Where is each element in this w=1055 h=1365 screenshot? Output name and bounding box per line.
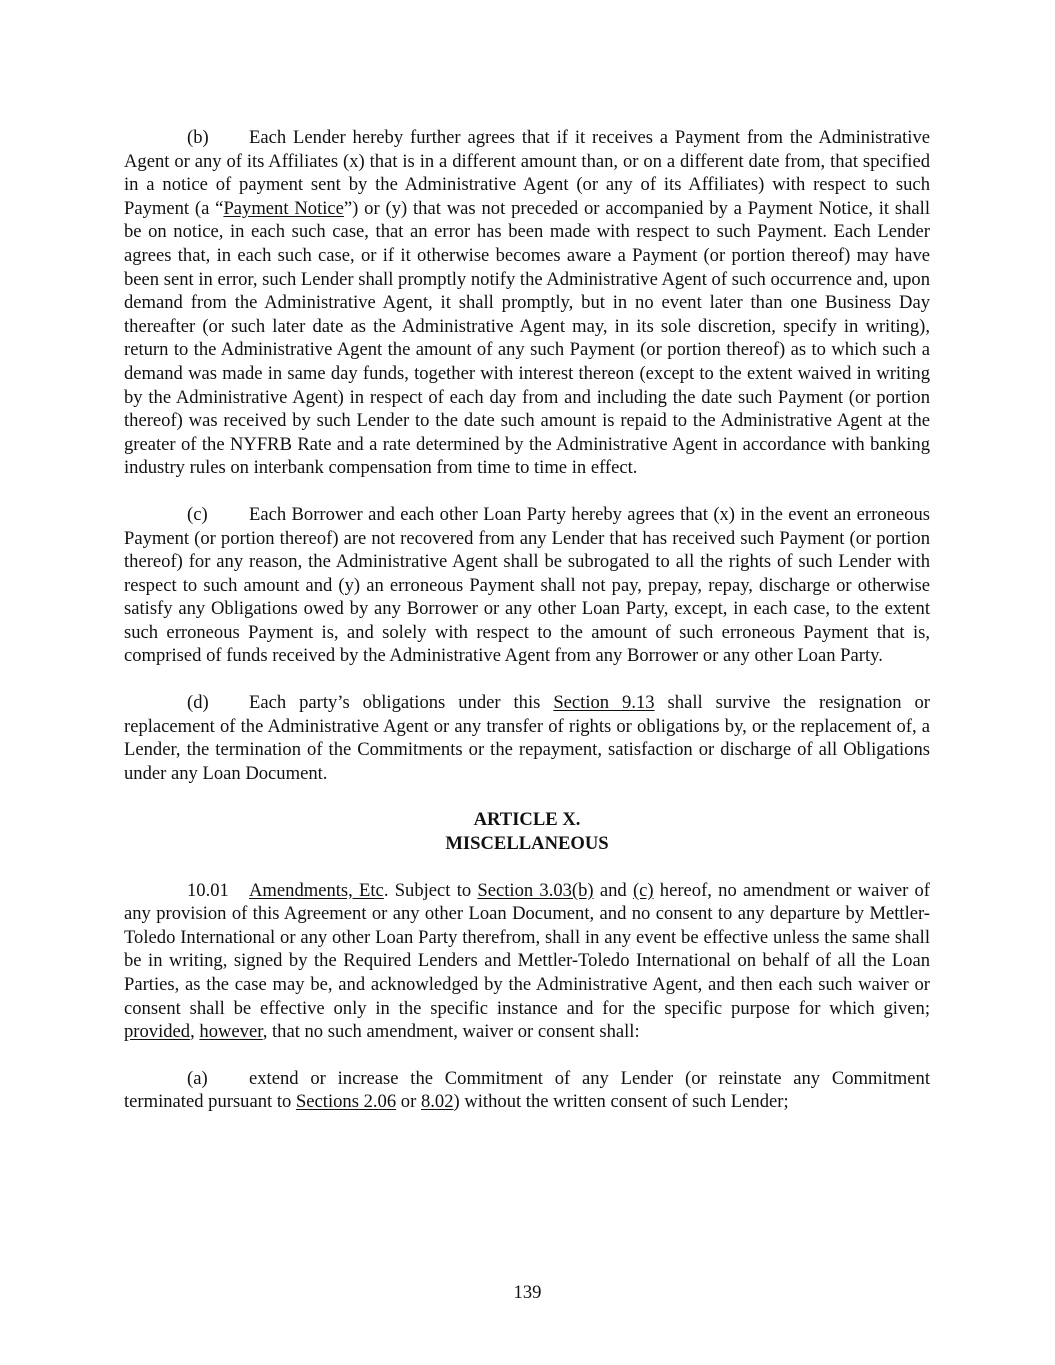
paragraph-d (124, 691, 930, 785)
article-title: MISCELLANEOUS (445, 833, 609, 855)
section-8-02-reference: 8.02 (420, 1091, 454, 1113)
paragraph-a-text-2: or (396, 1091, 421, 1113)
paragraph-a (124, 1067, 930, 1114)
section-3-03b-reference: Section 3.03(b) (477, 879, 594, 901)
paragraph-d-text-1: Each party’s obligations under this (249, 692, 554, 714)
page-number: 139 (513, 1282, 542, 1303)
clause-c-reference: (c) (632, 879, 654, 901)
paragraph-c-text: Each Borrower and each other Loan Party hereby agrees that (x) in the event an erroneous Payment (or portion thereof) are not recovered from any Lender that has received such Payment (or portion thereof) for any reason, the Administrative Agent shall be subrogated to all the rights of such Lender with respect to such amount and (y) an erroneous Payment shall not pay, prepay, repay, discharge or otherwise satisfy any Obligations owed by any Borrower or any other Loan Party, except, in each case, to the extent such erroneous Payment is, and solely with respect to the amount of such erroneous Payment that is, comprised of funds received by the Administrative Agent from any Borrower or any other Loan Party. (124, 503, 930, 667)
paragraph-a-text-1: extend or increase the Commitment of any Lender (or reinstate any Commitment terminated pursuant to (124, 1067, 930, 1113)
section-10-01-text-3: hereof, no amendment or waiver of any provision of this Agreement or any other Loan Document, and no consent to any departure by Mettler-Toledo International or any other Loan Party therefrom, shall in any event be effective unless the same shall be in writing, signed by the Required Lenders and Mettler-Toledo International on behalf of all the Loan Parties, as the case may be, and acknowledged by the Administrative Agent, and then each such waiver or consent shall be effective only in the specific instance and for the specific purpose for which given; (124, 879, 930, 1019)
paragraph-d-label: (d) (187, 692, 209, 714)
paragraph-d-text-2: shall survive the resignation or replacement of the Administrative Agent or any transfer of rights or obligations by, or the replacement of, a Lender, the termination of the Commitments or the repayment, satisfaction or discharge of all Obligations under any Loan Document. (124, 692, 930, 784)
paragraph-c-label: (c) (187, 503, 208, 525)
section-10-01-text-5: , that no such amendment, waiver or consent shall: (262, 1021, 640, 1043)
paragraph-b-text-2: ”) or (y) that was not preceded or accompanied by a Payment Notice, it shall be on notice, in each such case, that an error has been made with respect to such Payment. Each Lender agrees that, in each such case, or if it otherwise becomes aware a Payment (or portion thereof) may have been sent in error, such Lender shall promptly notify the Administrative Agent of such occurrence and, upon demand from the Administrative Agent, it shall promptly, but in no event later than one Business Day thereafter (or such later date as the Administrative Agent may, in its sole discretion, specify in writing), return to the Administrative Agent the amount of any such Payment (or portion thereof) as to which such a demand was made in same day funds, together with interest thereon (except to the extent waived in writing by the Administrative Agent) in respect of each day from and including the date such Payment (or portion thereof) was received by such Lender to the date such amount is repaid to the Administrative Agent at the greater of the NYFRB Rate and a rate determined by the Administrative Agent in accordance with banking industry rules on interbank compensation from time to time in effect. (124, 197, 930, 479)
article-number: ARTICLE X. (473, 809, 581, 831)
page-content (124, 126, 930, 1137)
section-10-01-text-2: and (593, 879, 633, 901)
sections-2-06-reference: Sections 2.06 (295, 1091, 397, 1113)
payment-notice-term: Payment Notice (223, 197, 344, 219)
paragraph-b-text-1: Each Lender hereby further agrees that if it receives a Payment from the Administrative Agent or any of its Affiliates (x) that is in a different amount than, or on a different date from, that specified in a notice of payment sent by the Administrative Agent (or any of its Affiliates) with respect to such Payment (a “ (124, 127, 930, 219)
section-9-13-reference: Section 9.13 (553, 692, 655, 714)
section-10-01-text-4: , (190, 1021, 200, 1043)
paragraph-b (124, 126, 930, 480)
section-10-01-number: 10.01 (187, 879, 229, 901)
section-10-01-text-1: . Subject to (383, 879, 478, 901)
paragraph-b-label: (b) (187, 127, 209, 148)
however-term: however (199, 1021, 263, 1043)
article-heading (124, 808, 930, 855)
section-10-01-title: Amendments, Etc (249, 879, 384, 901)
section-10-01 (124, 879, 930, 1044)
paragraph-c (124, 503, 930, 668)
paragraph-a-label: (a) (187, 1067, 208, 1089)
paragraph-a-text-3: ) without the written consent of such Lender; (453, 1091, 789, 1113)
provided-term: provided (124, 1021, 191, 1043)
